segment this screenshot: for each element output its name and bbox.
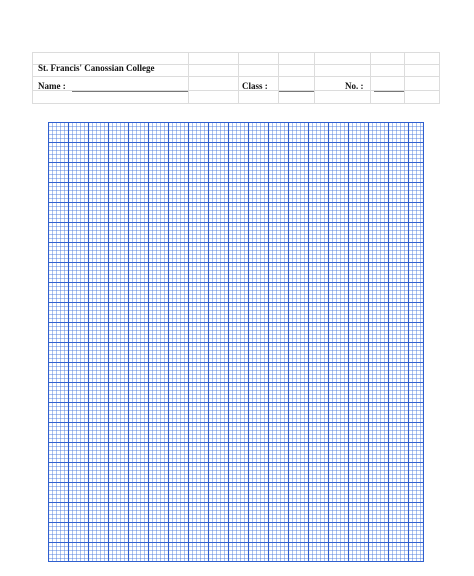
header-table [32, 52, 440, 104]
class-underline[interactable] [279, 91, 314, 92]
name-label: Name : [38, 81, 66, 91]
graph-grid [48, 122, 424, 562]
class-label: Class : [242, 81, 268, 91]
number-label: No. : [345, 81, 364, 91]
header-gridlines [32, 52, 440, 104]
number-underline[interactable] [374, 91, 404, 92]
name-underline[interactable] [72, 91, 188, 92]
graph-paper-area [48, 122, 424, 562]
school-name: St. Francis' Canossian College [38, 63, 155, 73]
